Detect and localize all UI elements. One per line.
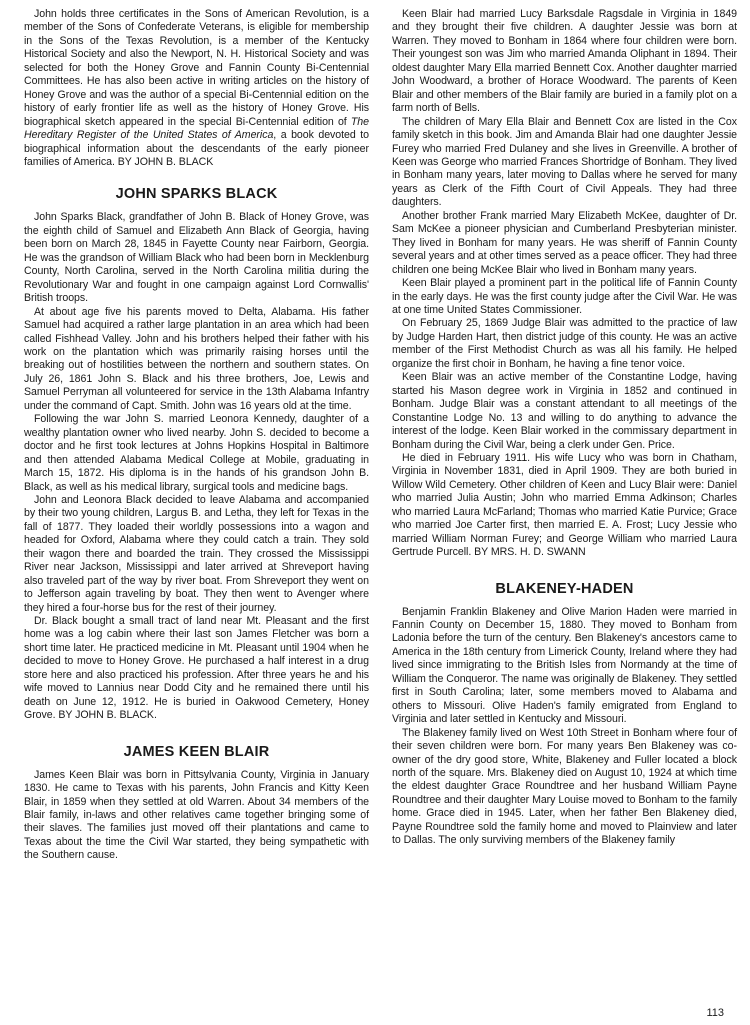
paragraph: John and Leonora Black decided to leave Alabama and accompanied by their two young children, Largus B. and Letha, they left for Texas in the fall of 1877. They loaded their worldly possessions into a wagon and headed for Oxford, Alabama where they could catch a train. They sold their wagon there and boarded the train. They crossed the Mississippi River near Jackson, Mississippi and later arrived at Shreveport having also traveled part of the way by river boat. From Shreveport they went on to Jefferson again traveling by boat. They then went to Avenger where they hired a four-horse bus for the rest of their journey. [24,493,369,614]
section-heading-john-sparks-black: JOHN SPARKS BLACK [115,186,278,203]
paragraph: Keen Blair was an active member of the Constantine Lodge, having started his Mason degree work in Virginia in 1852 and continued in Bonham. Judge Blair was a constant attendant to all meetings of the Constantine Lodge No. 13 and willing to do anything to advance the interest of the lodge. Keen Blair worked in the commissary department in Bonham during the Civil War, being a clerk under Gen. Price. [392,371,737,451]
paragraph: Dr. Black bought a small tract of land near Mt. Pleasant and the first home was a log cabin where their last son James Fletcher was born a short time later. He practiced medicine in Mt. Pleasant until 1904 when he decided to move to Honey Grove. He purchased a half interest in a drug store here and also practiced his profession. After three years he and his wife moved to Lannius near Dodd City and he remained there until his death on June 12, 1912. He is buried in Oakwood Cemetery, Honey Grove. BY JOHN B. BLACK. [24,615,369,722]
paragraph: Benjamin Franklin Blakeney and Olive Marion Haden were married in Fannin County on December 15, 1880. They moved to Bonham from Ladonia before the turn of the century. Ben Blakeney's ancestors came to America in the 18th century from Limerick County, Ireland where they had lived since immigrating to the British Isles from Normandy at the time of William the Conqueror. The name was originally de Blakeney. They settled first in South Carolina; later, some members moved to Alabama and others to Missouri. Olive Haden's family emigrated from England to Virginia and later settled in Kentucky and Missouri. [392,605,737,726]
paragraph: Keen Blair played a prominent part in the political life of Fannin County in the early days. He was the first county judge after the Civil War. He was at one time United States Commissioner. [392,277,737,316]
paragraph: Another brother Frank married Mary Elizabeth McKee, daughter of Dr. Sam McKee a pioneer physician and Cumberland Presbyterian minister. They lived in Bonham for many years. He was sheriff of Fannin County several years and at other times served as a peace officer. They had three children one being McKee Blair who lived in Bonham many years. [392,209,737,276]
right-column [392,8,737,848]
left-column [24,8,369,863]
page-number: 113 [706,1007,724,1019]
paragraph: John Sparks Black, grandfather of John B. Black of Honey Grove, was the eighth child of Samuel and Elizabeth Ann Black of Georgia, having been born on March 28, 1845 in Fayette County near Fairborn, Georgia. He was the grandson of William Black who had been born in Mecklenburg County, North Carolina, served in the North Carolina militia during the Revolutionary War and fought in one campaign against Lord Cornwallis' British troops. [24,211,369,305]
paragraph: He died in February 1911. His wife Lucy who was born in Chatham, Virginia in November 1831, died in April 1909. They are both buried in Willow Wild Cemetery. Other children of Keen and Lucy Blair were: Daniel who married Julia Austin; John who married Emma Adkinson; Charles who married Laura McFarland; Thomas who married Katie Purvice; Grace who married Joe Carter first, then married E. A. Frost; Lucy Jessie who married William Norman Furey; and George William who married Laura Gertrude Purcell. BY MRS. H. D. SWANN [392,451,737,559]
paragraph: James Keen Blair was born in Pittsylvania County, Virginia in January 1830. He came to Texas with his parents, John Francis and Kitty Keen Blair, in 1859 when they settled at old Warren. About 34 members of the Blair family, in-laws and other relatives came together bringing some of their slaves. The families just moved off their plantations and came to Texas about the time the Civil War started, they being sympathetic with the Southern cause. [24,768,369,862]
intro-paragraph: John holds three certificates in the Sons of American Revolution, is a member of the Sons of Confederate Veterans, is eligible for membership in the Sons of the Texas Revolution, is a member of the Kentucky Historical Society and also the Newport, N. H. Historical Society and was selected for both the Honey Grove and Fannin County Bi-Centennial Committees. He has also been active in writing articles on the history of Honey Grove and was the author of a special Bi-Centennial edition on the history of early frontier life as well as the history of Honey Grove. His biographical sketch appeared in the special Bi-Centennial edition of The Hereditary Register of the United States of America, a book devoted to biographical information about the descendants of the early pioneer families of America. BY JOHN B. BLACK [24,8,369,168]
paragraph: On February 25, 1869 Judge Blair was admitted to the practice of law by Judge Harden Hart, then district judge of this county. He was an active member of the First Methodist Church as was all his family. He helped organize the first choir in Bonham, he having a fine tenor voice. [392,317,737,370]
paragraph: The Blakeney family lived on West 10th Street in Bonham where four of their seven children were born. For many years Ben Blakeney was co-owner of the dry good store, White, Blakeney and Fuller located a block north of the square. Mrs. Blakeney died on August 10, 1924 at which time the eldest daughter Grace Roundtree and her husband William Payne Roundtree and their daughter Mary Louise moved to Bonham to the family home. Grace died in 1945. Later, when her father Ben Blakeney died, Payne Roundtree sold the family home and moved to Plainview and later to Dallas. The only surviving members of the Blakeney family [392,726,737,847]
paragraph: The children of Mary Ella Blair and Bennett Cox are listed in the Cox family sketch in this book. Jim and Amanda Blair had one daughter Jessie Furey who married Fred Dulaney and she lives in Greenville. A brother of Keen was George who married Frances Shortridge of Bonham. They lived in Bonham many years, later moving to Dallas where he served for many years as Clerk of the Fifth Court of Civil Appeals. They had three daughters. [392,115,737,209]
section-heading-james-keen-blair: JAMES KEEN BLAIR [123,743,270,760]
paragraph: Following the war John S. married Leonora Kennedy, daughter of a wealthy plantation owner who lived nearby. John S. decided to become a doctor and he first took lectures at Johns Hopkins Hospital in Baltimore and then attended Alabama Medical College at Mobile, graduating in March 15, 1872. His diploma is in the hands of his grandson John B. Black, as well as his medical library, surgical tools and medicine bags. [24,413,369,493]
paragraph: Keen Blair had married Lucy Barksdale Ragsdale in Virginia in 1849 and they brought their five children. A daughter Jessie was born at Warren. They moved to Bonham in 1864 where four children were born. Their youngest son was Jim who married Amanda Oliphant in 1894. Their oldest daughter Mary Ella married Bennett Cox. Another daughter married John Woodward, a brother of Horace Woodward. The parents of Keen Blair and other members of the Blair family are buried in a family plot on a farm north of Bells. [392,8,737,115]
paragraph: At about age five his parents moved to Delta, Alabama. His father Samuel had acquired a rather large plantation in an area which had been called Fishhead Valley. John and his brothers helped their father with his work on the plantation which was primarily raising horses until the breaking out of hostilities between the northern and southern states. On July 26, 1861 John S. Black and his three brothers, Joe, Lewis and Samuel Perryman all volunteered for service in the 13th Alabama Infantry under the command of Capt. Smith. John was 16 years old at the time. [24,305,369,412]
section-heading-blakeney-haden: BLAKENEY-HADEN [495,580,634,597]
book-title: The Hereditary Register of the United States of America [24,115,369,142]
